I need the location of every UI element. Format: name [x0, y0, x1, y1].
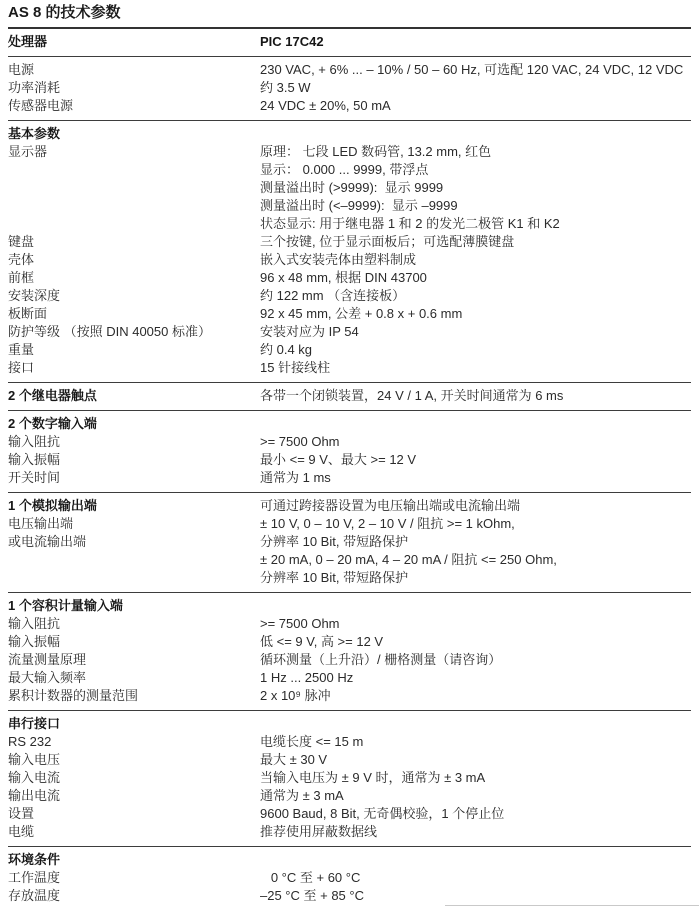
spec-row — [8, 633, 691, 651]
spec-label: 存放温度 — [8, 888, 61, 903]
spec-value: 230 VAC, + 6% ... – 10% / 50 – 60 Hz, 可选配 120 VAC, 24 VDC, 12 VDC — [260, 62, 684, 77]
spec-sections — [8, 29, 691, 907]
spec-label — [8, 551, 260, 569]
spec-value: 安装对应为 IP 54 — [260, 324, 359, 339]
spec-row — [8, 733, 691, 751]
spec-value: 最大 ± 30 V — [260, 752, 328, 767]
spec-value — [260, 715, 691, 733]
spec-row — [8, 143, 691, 161]
spec-value: >= 7500 Ohm — [260, 434, 340, 449]
spec-row — [8, 769, 691, 787]
spec-row — [8, 415, 691, 433]
spec-label: 流量测量原理 — [8, 652, 87, 667]
spec-label: 输入电压 — [8, 752, 61, 767]
spec-row — [8, 497, 691, 515]
spec-label: 显示器 — [8, 144, 48, 159]
spec-value: ± 10 V, 0 – 10 V, 2 – 10 V / 阻抗 >= 1 kOhm, — [260, 516, 515, 531]
spec-value: >= 7500 Ohm — [260, 616, 340, 631]
spec-value: –25 °C 至 + 85 °C — [260, 888, 364, 903]
spec-label — [8, 569, 260, 587]
spec-label: 功率消耗 — [8, 80, 61, 95]
spec-row — [8, 233, 691, 251]
spec-label: 接口 — [8, 360, 35, 375]
spec-row — [8, 215, 691, 233]
spec-value: 嵌入式安装壳体由塑料制成 — [260, 252, 417, 267]
spec-value: ± 20 mA, 0 – 20 mA, 4 – 20 mA / 阻抗 <= 250 Ohm, — [260, 552, 557, 567]
spec-row — [8, 615, 691, 633]
spec-label: 输入振幅 — [8, 634, 61, 649]
page-title: AS 8 的技术参数 — [8, 0, 691, 29]
spec-label — [8, 197, 260, 215]
spec-row — [8, 569, 691, 587]
spec-row — [8, 451, 691, 469]
spec-label: 或电流输出端 — [8, 534, 87, 549]
section-serial-interface — [8, 711, 691, 847]
spec-value: 测量溢出时 (>9999): 显示 9999 — [260, 180, 444, 195]
spec-label: 环境条件 — [8, 852, 61, 867]
spec-row — [8, 33, 691, 51]
spec-row — [8, 161, 691, 179]
spec-label: 传感器电源 — [8, 98, 74, 113]
spec-row — [8, 197, 691, 215]
spec-row — [8, 387, 691, 405]
spec-value: 2 x 10⁹ 脉冲 — [260, 688, 331, 703]
spec-value: 推荐使用屏蔽数据线 — [260, 824, 378, 839]
spec-row — [8, 359, 691, 377]
spec-value: 电缆长度 <= 15 m — [260, 734, 364, 749]
spec-row — [8, 323, 691, 341]
spec-label: 1 个容积计量输入端 — [8, 598, 123, 613]
spec-row — [8, 287, 691, 305]
spec-value: 约 3.5 W — [260, 80, 311, 95]
spec-row — [8, 851, 691, 869]
spec-value: 原理： 七段 LED 数码管, 13.2 mm, 红色 — [260, 144, 492, 159]
spec-label: 累积计数器的测量范围 — [8, 688, 139, 703]
spec-label: 基本参数 — [8, 126, 61, 141]
spec-row — [8, 79, 691, 97]
spec-value: 分辨率 10 Bit, 带短路保护 — [260, 570, 409, 585]
spec-value — [260, 597, 691, 615]
spec-row — [8, 515, 691, 533]
spec-label: 输出电流 — [8, 788, 61, 803]
spec-label: 输入阻抗 — [8, 616, 61, 631]
spec-row — [8, 305, 691, 323]
spec-label: 电缆 — [8, 824, 35, 839]
spec-row — [8, 97, 691, 115]
section-basic-parameters — [8, 121, 691, 383]
spec-label — [8, 215, 260, 233]
spec-label: 工作温度 — [8, 870, 61, 885]
spec-label: 壳体 — [8, 252, 35, 267]
section-relay-contacts — [8, 383, 691, 411]
spec-label: 处理器 — [8, 34, 48, 49]
spec-value: 最小 <= 9 V、最大 >= 12 V — [260, 452, 417, 467]
spec-label — [8, 161, 260, 179]
spec-row — [8, 551, 691, 569]
section-power-supply — [8, 57, 691, 121]
spec-row — [8, 341, 691, 359]
spec-value: 三个按键, 位于显示面板后；可选配薄膜键盘 — [260, 234, 515, 249]
spec-value: 0 °C 至 + 60 °C — [260, 870, 361, 885]
spec-value: 通常为 ± 3 mA — [260, 788, 344, 803]
spec-label — [8, 179, 260, 197]
spec-value: 循环测量（上升沿）/ 栅格测量（请咨询） — [260, 652, 502, 667]
section-environmental-conditions — [8, 847, 691, 907]
spec-value: 低 <= 9 V, 高 >= 12 V — [260, 634, 384, 649]
page-bottom-edge-line — [445, 905, 699, 906]
spec-label: 安装深度 — [8, 288, 61, 303]
section-volume-counting-input — [8, 593, 691, 711]
spec-label: 键盘 — [8, 234, 35, 249]
spec-label: 输入振幅 — [8, 452, 61, 467]
spec-row — [8, 533, 691, 551]
spec-row — [8, 887, 691, 905]
spec-label: 串行接口 — [8, 716, 61, 731]
spec-label: 防护等级 （按照 DIN 40050 标准） — [8, 324, 211, 339]
spec-row — [8, 61, 691, 79]
spec-label: 板断面 — [8, 306, 48, 321]
section-analog-output — [8, 493, 691, 593]
spec-value: 分辨率 10 Bit, 带短路保护 — [260, 534, 409, 549]
spec-label: 重量 — [8, 342, 35, 357]
spec-value: 可通过跨接器设置为电压输出端或电流输出端 — [260, 498, 521, 513]
spec-label: RS 232 — [8, 734, 52, 749]
spec-row — [8, 715, 691, 733]
section-processor — [8, 29, 691, 57]
spec-value: 通常为 1 ms — [260, 470, 331, 485]
spec-label: 电源 — [8, 62, 35, 77]
spec-label: 前框 — [8, 270, 35, 285]
spec-value — [260, 851, 691, 869]
spec-row — [8, 669, 691, 687]
spec-value: 96 x 48 mm, 根据 DIN 43700 — [260, 270, 427, 285]
spec-label: 最大输入频率 — [8, 670, 87, 685]
spec-label: 2 个数字输入端 — [8, 416, 97, 431]
spec-value: 各带一个闭锁装置，24 V / 1 A, 开关时间通常为 6 ms — [260, 388, 564, 403]
spec-value: 约 122 mm （含连接板） — [260, 288, 406, 303]
spec-row — [8, 651, 691, 669]
spec-label: 1 个模拟输出端 — [8, 498, 97, 513]
spec-label: 输入电流 — [8, 770, 61, 785]
spec-row — [8, 469, 691, 487]
spec-value: 显示： 0.000 ... 9999, 带浮点 — [260, 162, 429, 177]
spec-row — [8, 805, 691, 823]
spec-value: 测量溢出时 (<–9999): 显示 –9999 — [260, 198, 458, 213]
spec-row — [8, 597, 691, 615]
spec-row — [8, 269, 691, 287]
spec-row — [8, 433, 691, 451]
spec-row — [8, 251, 691, 269]
spec-value: 1 Hz ... 2500 Hz — [260, 670, 354, 685]
spec-label: 设置 — [8, 806, 35, 821]
spec-row — [8, 869, 691, 887]
spec-row — [8, 125, 691, 143]
spec-value — [260, 125, 691, 143]
spec-row — [8, 687, 691, 705]
spec-value — [260, 415, 691, 433]
spec-value: 约 0.4 kg — [260, 342, 313, 357]
spec-value: PIC 17C42 — [260, 34, 324, 49]
spec-value: 24 VDC ± 20%, 50 mA — [260, 98, 391, 113]
spec-label: 电压输出端 — [8, 516, 74, 531]
spec-value: 9600 Baud, 8 Bit, 无奇偶校验，1 个停止位 — [260, 806, 505, 821]
spec-row — [8, 751, 691, 769]
spec-row — [8, 823, 691, 841]
spec-label: 输入阻抗 — [8, 434, 61, 449]
spec-label: 开关时间 — [8, 470, 61, 485]
spec-row — [8, 179, 691, 197]
spec-value: 15 针接线柱 — [260, 360, 331, 375]
section-digital-inputs — [8, 411, 691, 493]
spec-value: 当输入电压为 ± 9 V 时，通常为 ± 3 mA — [260, 770, 486, 785]
spec-label: 2 个继电器触点 — [8, 388, 97, 403]
spec-value: 状态显示: 用于继电器 1 和 2 的发光二极管 K1 和 K2 — [260, 216, 560, 231]
spec-value: 92 x 45 mm, 公差 + 0.8 x + 0.6 mm — [260, 306, 463, 321]
spec-row — [8, 787, 691, 805]
